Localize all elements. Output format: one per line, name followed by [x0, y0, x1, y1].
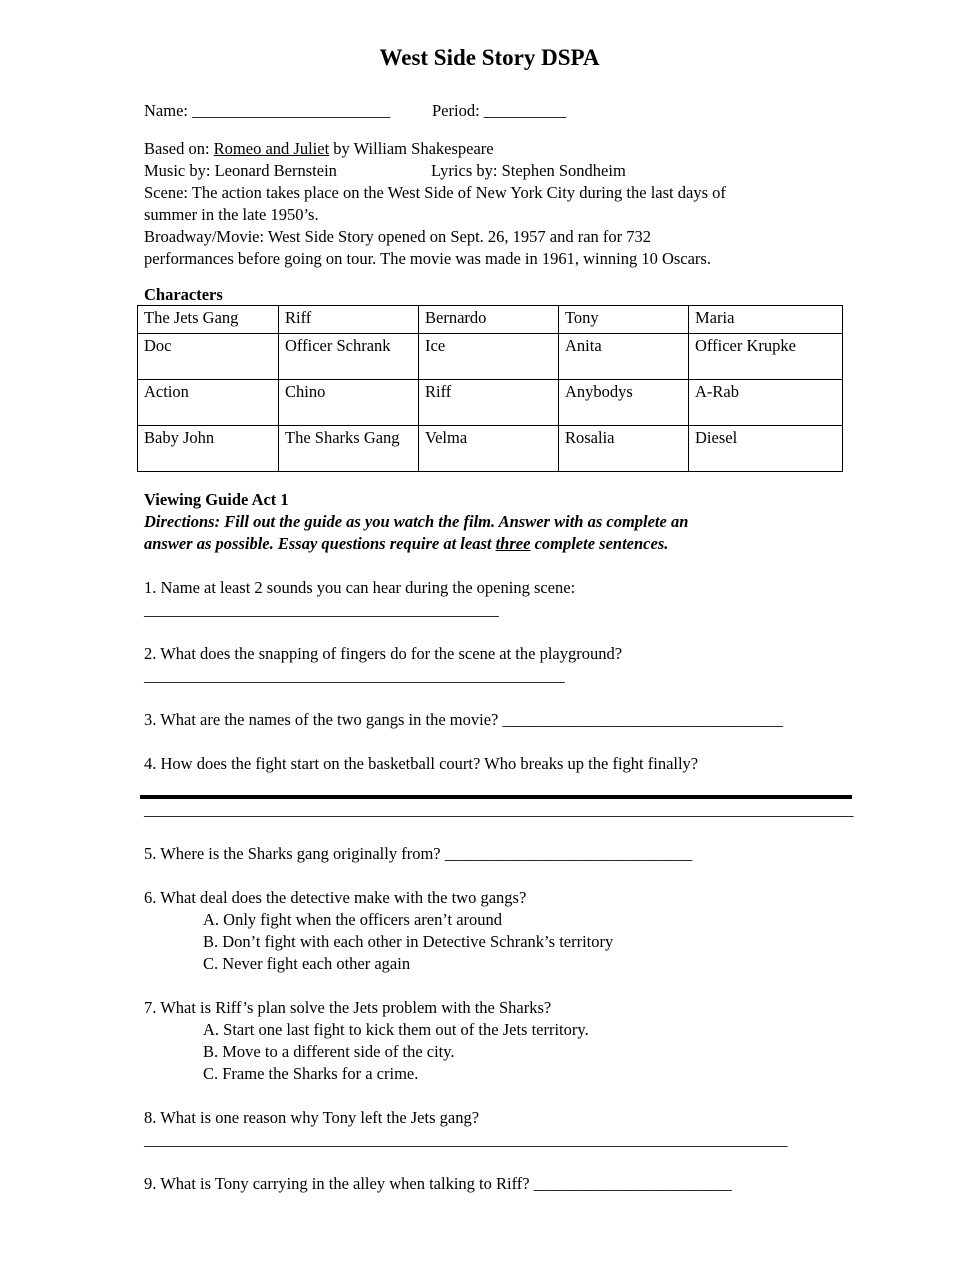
question-1-answer-blank: ___________________________________________: [144, 600, 499, 619]
character-cell: Riff: [419, 380, 559, 426]
question-3-text: 3. What are the names of the two gangs in the movie?: [144, 710, 503, 729]
characters-table-row: [138, 306, 843, 334]
broadway-line-1: Broadway/Movie: West Side Story opened on Sept. 26, 1957 and ran for 732: [144, 227, 652, 246]
scene-line-2: summer in the late 1950’s.: [144, 205, 319, 224]
character-cell: Riff: [279, 306, 419, 334]
question-6-option-b: B. Don’t fight with each other in Detective Schrank’s territory: [203, 932, 614, 951]
blank-row: [144, 1151, 868, 1173]
blank-row: [144, 621, 868, 643]
characters-heading: Characters: [144, 285, 223, 304]
question-8-answer-blank: ______________________________________________________________________________: [144, 1130, 788, 1149]
question-4-answer-blank: ______________________________________________________________________________________: [144, 800, 854, 819]
name-field-group: [144, 100, 432, 122]
question-6-text: 6. What deal does the detective make with the two gangs?: [144, 888, 527, 907]
worksheet-body: [144, 100, 868, 1195]
character-cell: Bernardo: [419, 306, 559, 334]
blank-row: [144, 687, 868, 709]
name-period-row: [144, 100, 868, 122]
blank-row: [144, 1085, 868, 1107]
viewing-guide-heading: Viewing Guide Act 1: [144, 490, 289, 509]
character-cell: Ice: [419, 334, 559, 380]
question-3-answer-blank: __________________________________: [502, 710, 783, 729]
based-on-prefix: Based on:: [144, 139, 214, 158]
character-cell: Anita: [559, 334, 689, 380]
character-cell: Chino: [279, 380, 419, 426]
broadway-line-2: performances before going on tour. The movie was made in 1961, winning 10 Oscars.: [144, 249, 711, 268]
characters-table: [137, 305, 843, 472]
question-5-text: 5. Where is the Sharks gang originally from?: [144, 844, 445, 863]
character-cell: Diesel: [689, 426, 843, 472]
blank-row: [144, 555, 868, 577]
character-cell: Rosalia: [559, 426, 689, 472]
name-blank-line: ________________________: [192, 101, 391, 120]
character-cell: Officer Schrank: [279, 334, 419, 380]
directions-line-2-post: complete sentences.: [530, 534, 669, 553]
blank-row: [144, 975, 868, 997]
music-credit: Music by: Leonard Bernstein: [144, 161, 337, 180]
question-8-text: 8. What is one reason why Tony left the Jets gang?: [144, 1108, 480, 1127]
character-cell: Baby John: [138, 426, 279, 472]
question-9-text: 9. What is Tony carrying in the alley when talking to Riff?: [144, 1174, 534, 1193]
question-5-row: [144, 843, 868, 865]
character-cell: Maria: [689, 306, 843, 334]
scene-line-1: Scene: The action takes place on the West Side of New York City during the last days of: [144, 183, 726, 202]
page-title: West Side Story DSPA: [379, 45, 600, 70]
blank-row: [144, 821, 868, 843]
question-2-answer-blank: ___________________________________________________: [144, 666, 565, 685]
based-on-source-title: Romeo and Juliet: [213, 139, 330, 158]
character-cell: Action: [138, 380, 279, 426]
directions-line-2-pre: answer as possible. Essay questions require at least: [144, 534, 496, 553]
question-7-option-c: C. Frame the Sharks for a crime.: [203, 1064, 419, 1083]
question-7-option-a: A. Start one last fight to kick them out of the Jets territory.: [203, 1020, 589, 1039]
period-label: Period:: [432, 101, 484, 120]
question-1-text: 1. Name at least 2 sounds you can hear during the opening scene:: [144, 578, 576, 597]
question-3-row: [144, 709, 868, 731]
spacer: [144, 775, 868, 795]
characters-table-row: [138, 334, 843, 380]
credits-line: [144, 160, 868, 182]
spacer: [144, 122, 868, 138]
question-6-option-a: A. Only fight when the officers aren’t around: [203, 910, 503, 929]
directions-line-1: Directions: Fill out the guide as you watch the film. Answer with as complete an: [144, 512, 689, 531]
character-cell: Anybodys: [559, 380, 689, 426]
based-on-suffix: by William Shakespeare: [329, 139, 494, 158]
period-blank-line: __________: [483, 101, 567, 120]
spacer: [144, 270, 868, 284]
question-7-option-b: B. Move to a different side of the city.: [203, 1042, 455, 1061]
question-9-answer-blank: ________________________: [533, 1174, 732, 1193]
directions-emphasis-three: three: [495, 534, 531, 553]
question-9-row: [144, 1173, 868, 1195]
character-cell: Velma: [419, 426, 559, 472]
question-5-answer-blank: ______________________________: [444, 844, 693, 863]
character-cell: The Jets Gang: [138, 306, 279, 334]
spacer: [144, 472, 868, 489]
directions-line-2: [144, 533, 868, 555]
character-cell: Officer Krupke: [689, 334, 843, 380]
blank-row: [144, 865, 868, 887]
lyrics-credit: Lyrics by: Stephen Sondheim: [431, 161, 626, 180]
question-2-text: 2. What does the snapping of fingers do for the scene at the playground?: [144, 644, 623, 663]
based-on-line: [144, 138, 868, 160]
character-cell: Tony: [559, 306, 689, 334]
character-cell: Doc: [138, 334, 279, 380]
question-7-text: 7. What is Riff’s plan solve the Jets problem with the Sharks?: [144, 998, 552, 1017]
character-cell: A-Rab: [689, 380, 843, 426]
characters-table-row: [138, 380, 843, 426]
question-6-option-c: C. Never fight each other again: [203, 954, 411, 973]
blank-row: [144, 731, 868, 753]
name-label: Name:: [144, 101, 193, 120]
question-4-text: 4. How does the fight start on the basketball court? Who breaks up the fight finally?: [144, 754, 699, 773]
characters-table-row: [138, 426, 843, 472]
character-cell: The Sharks Gang: [279, 426, 419, 472]
